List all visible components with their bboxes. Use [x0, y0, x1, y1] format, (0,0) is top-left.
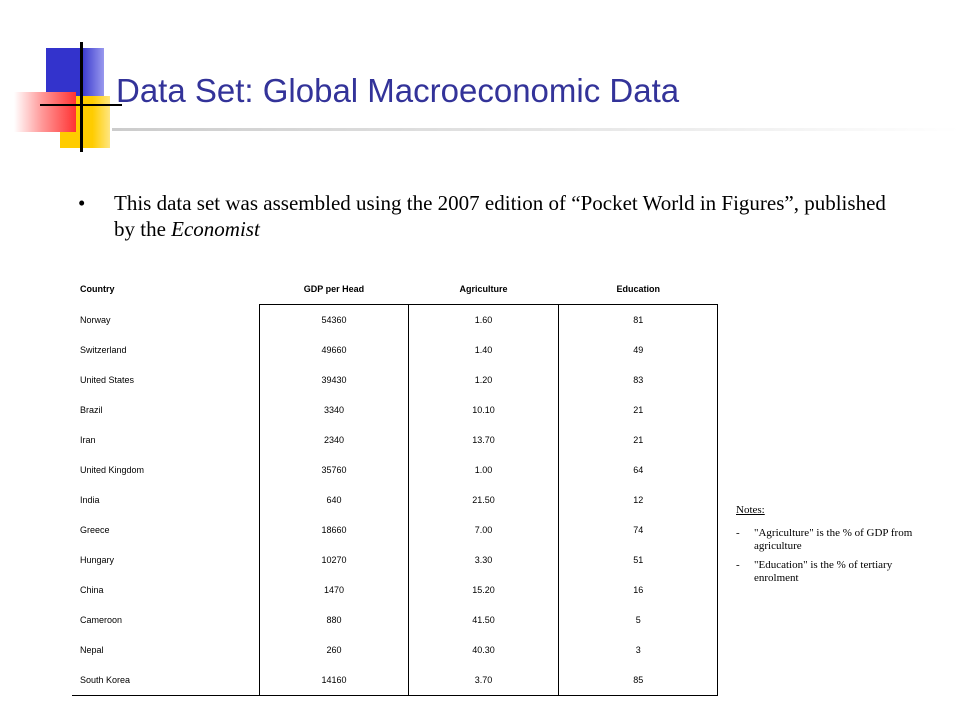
cell-country: [72, 455, 260, 485]
table-row: [72, 605, 718, 635]
cell-country: [72, 305, 260, 336]
column-header-education: Education: [559, 274, 718, 305]
country-name: Hungary: [80, 555, 115, 565]
country-name: Brazil: [80, 405, 103, 415]
cell-gdp-per-head: 35760: [260, 455, 408, 485]
cell-country: [72, 395, 260, 425]
table-row: [72, 575, 718, 605]
cell-gdp-per-head: 10270: [260, 545, 408, 575]
cell-gdp-per-head: 3340: [260, 395, 408, 425]
cell-country: [72, 545, 260, 575]
cell-agriculture: 10.10: [408, 395, 559, 425]
cell-education: 21: [559, 425, 718, 455]
cell-gdp-per-head: 14160: [260, 665, 408, 696]
cell-gdp-per-head: 54360: [260, 305, 408, 336]
notes-heading: Notes:: [736, 504, 765, 516]
cell-education: 5: [559, 605, 718, 635]
table-row: [72, 395, 718, 425]
cell-agriculture: 21.50: [408, 485, 559, 515]
cell-country: [72, 365, 260, 395]
country-name: Nepal: [80, 645, 104, 655]
cell-agriculture: 15.20: [408, 575, 559, 605]
cell-country: [72, 635, 260, 665]
column-header-country: Country: [80, 284, 115, 295]
cell-gdp-per-head: 39430: [260, 365, 408, 395]
country-name: Iran: [80, 435, 96, 445]
table-row: [72, 305, 718, 336]
note-text: "Education" is the % of tertiary enrolment: [754, 559, 893, 584]
note-text: "Agriculture" is the % of GDP from agriculture: [754, 527, 913, 552]
notes-box: [736, 504, 936, 591]
cell-agriculture: 1.20: [408, 365, 559, 395]
cell-country: [72, 515, 260, 545]
cell-gdp-per-head: 49660: [260, 335, 408, 365]
cell-gdp-per-head: 880: [260, 605, 408, 635]
country-name: Switzerland: [80, 345, 127, 355]
logo-vertical-line: [80, 42, 83, 152]
cell-education: 16: [559, 575, 718, 605]
table-row: [72, 545, 718, 575]
cell-education: 74: [559, 515, 718, 545]
table-row: [72, 665, 718, 696]
table-row: [72, 455, 718, 485]
column-header-agriculture: Agriculture: [408, 274, 559, 305]
cell-agriculture: 1.60: [408, 305, 559, 336]
cell-country: [72, 605, 260, 635]
country-name: South Korea: [80, 675, 131, 685]
cell-education: 81: [559, 305, 718, 336]
country-name: Norway: [80, 314, 111, 325]
country-name: India: [80, 495, 100, 505]
cell-education: 64: [559, 455, 718, 485]
macro-data-table: [72, 274, 718, 696]
country-name: United States: [80, 375, 135, 385]
table-row: [72, 335, 718, 365]
country-name: China: [80, 585, 104, 595]
country-name: Greece: [80, 525, 110, 535]
cell-country: [72, 665, 260, 696]
table-row: [72, 635, 718, 665]
table-row: [72, 515, 718, 545]
cell-gdp-per-head: 260: [260, 635, 408, 665]
cell-agriculture: 1.40: [408, 335, 559, 365]
note-marker: -: [736, 559, 740, 571]
table-row: [72, 485, 718, 515]
column-header-gdp: GDP per Head: [260, 274, 408, 305]
logo-red-bar: [14, 92, 76, 132]
cell-country: [72, 485, 260, 515]
country-name: United Kingdom: [80, 465, 145, 475]
note-marker: -: [736, 527, 740, 539]
cell-agriculture: 41.50: [408, 605, 559, 635]
title-underline: [112, 128, 960, 131]
cell-education: 85: [559, 665, 718, 696]
cell-agriculture: 40.30: [408, 635, 559, 665]
cell-education: 51: [559, 545, 718, 575]
table-row: [72, 365, 718, 395]
cell-gdp-per-head: 1470: [260, 575, 408, 605]
cell-education: 21: [559, 395, 718, 425]
cell-agriculture: 1.00: [408, 455, 559, 485]
cell-education: 12: [559, 485, 718, 515]
bullet-text-italic: Economist: [171, 217, 260, 241]
cell-education: 3: [559, 635, 718, 665]
cell-gdp-per-head: 18660: [260, 515, 408, 545]
slide-title: Data Set: Global Macroeconomic Data: [116, 72, 680, 109]
cell-gdp-per-head: 2340: [260, 425, 408, 455]
cell-country: [72, 425, 260, 455]
cell-agriculture: 3.30: [408, 545, 559, 575]
logo-horizontal-line: [40, 104, 122, 106]
cell-agriculture: 7.00: [408, 515, 559, 545]
bullet-text-plain: This data set was assembled using the 2007 edition of “Pocket World in Figures”, published by the: [114, 191, 886, 241]
cell-country: [72, 575, 260, 605]
cell-education: 49: [559, 335, 718, 365]
table-body: [72, 305, 718, 696]
table-row: [72, 425, 718, 455]
note-item: [736, 527, 936, 553]
note-item: [736, 559, 936, 585]
cell-gdp-per-head: 640: [260, 485, 408, 515]
bullet-point: [78, 190, 898, 242]
bullet-text: [114, 190, 898, 242]
cell-education: 83: [559, 365, 718, 395]
country-name: Cameroon: [80, 615, 123, 625]
table-header-row: [72, 274, 718, 305]
cell-agriculture: 3.70: [408, 665, 559, 696]
cell-country: [72, 335, 260, 365]
bullet-marker: •: [78, 191, 86, 215]
cell-agriculture: 13.70: [408, 425, 559, 455]
